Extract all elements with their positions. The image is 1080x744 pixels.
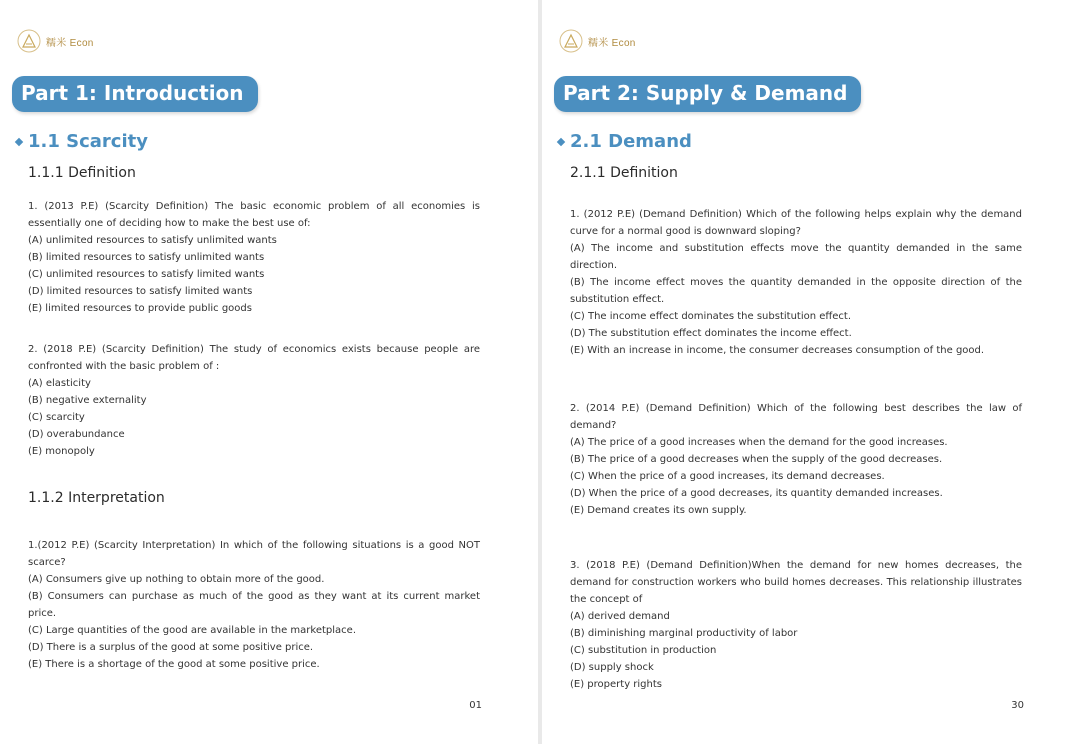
- question-stem: 2. (2014 P.E) (Demand Definition) Which of the following best describes the law of demand?: [570, 403, 1022, 431]
- answer-option: (E) There is a shortage of the good at some positive price.: [28, 659, 320, 670]
- part-title-banner: Part 1: Introduction: [12, 76, 258, 112]
- subsection-heading: 1.1.1 Definition: [28, 165, 136, 181]
- answer-option: (D) overabundance: [28, 429, 125, 440]
- question-block: [570, 400, 1022, 519]
- answer-option: (E) monopoly: [28, 446, 95, 457]
- brand-name: 糯米 Econ: [588, 37, 636, 49]
- answer-option: (A) Consumers give up nothing to obtain more of the good.: [28, 574, 325, 585]
- question-block: [28, 198, 480, 317]
- answer-option: (C) The income effect dominates the substitution effect.: [570, 311, 852, 322]
- answer-option: (C) unlimited resources to satisfy limited wants: [28, 269, 265, 280]
- diamond-bullet-icon: [15, 137, 23, 145]
- answer-option: (B) The income effect moves the quantity demanded in the opposite direction of the substitution effect.: [570, 277, 1022, 305]
- answer-option: (B) The price of a good decreases when the supply of the good decreases.: [570, 454, 943, 465]
- section-heading: [16, 131, 148, 152]
- answer-option: (B) limited resources to satisfy unlimited wants: [28, 252, 265, 263]
- subsection-heading: 2.1.1 Definition: [570, 165, 678, 181]
- question-block: [28, 537, 480, 673]
- answer-option: (E) With an increase in income, the consumer decreases consumption of the good.: [570, 345, 985, 356]
- answer-option: (C) When the price of a good increases, its demand decreases.: [570, 471, 885, 482]
- brand-logo-icon: [16, 28, 42, 54]
- page-number: 01: [469, 700, 482, 711]
- question-stem: 1. (2013 P.E) (Scarcity Definition) The basic economic problem of all economies is essentially one of deciding how to make the best use of:: [28, 201, 480, 229]
- question-block: [28, 341, 480, 460]
- answer-option: (D) limited resources to satisfy limited wants: [28, 286, 253, 297]
- answer-option: (C) Large quantities of the good are available in the marketplace.: [28, 625, 357, 636]
- answer-option: (C) substitution in production: [570, 645, 717, 656]
- brand-header: [16, 28, 94, 54]
- answer-option: (E) Demand creates its own supply.: [570, 505, 747, 516]
- answer-option: (A) unlimited resources to satisfy unlimited wants: [28, 235, 277, 246]
- question-stem: 2. (2018 P.E) (Scarcity Definition) The study of economics exists because people are confronted with the basic problem of :: [28, 344, 480, 372]
- answer-option: (D) When the price of a good decreases, its quantity demanded increases.: [570, 488, 943, 499]
- brand-header: [558, 28, 636, 54]
- brand-logo-icon: [558, 28, 584, 54]
- right-page: [542, 0, 1080, 744]
- diamond-bullet-icon: [557, 137, 565, 145]
- subsection-heading: 1.1.2 Interpretation: [28, 490, 165, 506]
- question-block: [570, 206, 1022, 359]
- answer-option: (C) scarcity: [28, 412, 85, 423]
- left-page: [0, 0, 538, 744]
- question-stem: 1.(2012 P.E) (Scarcity Interpretation) In which of the following situations is a good NOT scarce?: [28, 540, 480, 568]
- answer-option: (D) The substitution effect dominates the income effect.: [570, 328, 852, 339]
- question-block: [570, 557, 1022, 693]
- answer-option: (D) supply shock: [570, 662, 654, 673]
- section-title: 1.1 Scarcity: [28, 131, 148, 152]
- brand-name: 糯米 Econ: [46, 37, 94, 49]
- answer-option: (A) elasticity: [28, 378, 91, 389]
- answer-option: (A) The price of a good increases when the demand for the good increases.: [570, 437, 948, 448]
- page-number: 30: [1011, 700, 1024, 711]
- answer-option: (E) property rights: [570, 679, 662, 690]
- answer-option: (A) The income and substitution effects move the quantity demanded in the same direction.: [570, 243, 1022, 271]
- answer-option: (B) Consumers can purchase as much of the good as they want at its current market price.: [28, 591, 480, 619]
- answer-option: (D) There is a surplus of the good at some positive price.: [28, 642, 314, 653]
- section-title: 2.1 Demand: [570, 131, 692, 152]
- question-stem: 3. (2018 P.E) (Demand Definition)When the demand for new homes decreases, the demand for construction workers who build homes decreases. This relationship illustrates the concept of: [570, 560, 1022, 605]
- section-heading: [558, 131, 692, 152]
- part-title-banner: Part 2: Supply & Demand: [554, 76, 861, 112]
- question-stem: 1. (2012 P.E) (Demand Definition) Which of the following helps explain why the demand curve for a normal good is downward sloping?: [570, 209, 1022, 237]
- answer-option: (B) diminishing marginal productivity of labor: [570, 628, 798, 639]
- answer-option: (E) limited resources to provide public goods: [28, 303, 252, 314]
- answer-option: (B) negative externality: [28, 395, 147, 406]
- answer-option: (A) derived demand: [570, 611, 670, 622]
